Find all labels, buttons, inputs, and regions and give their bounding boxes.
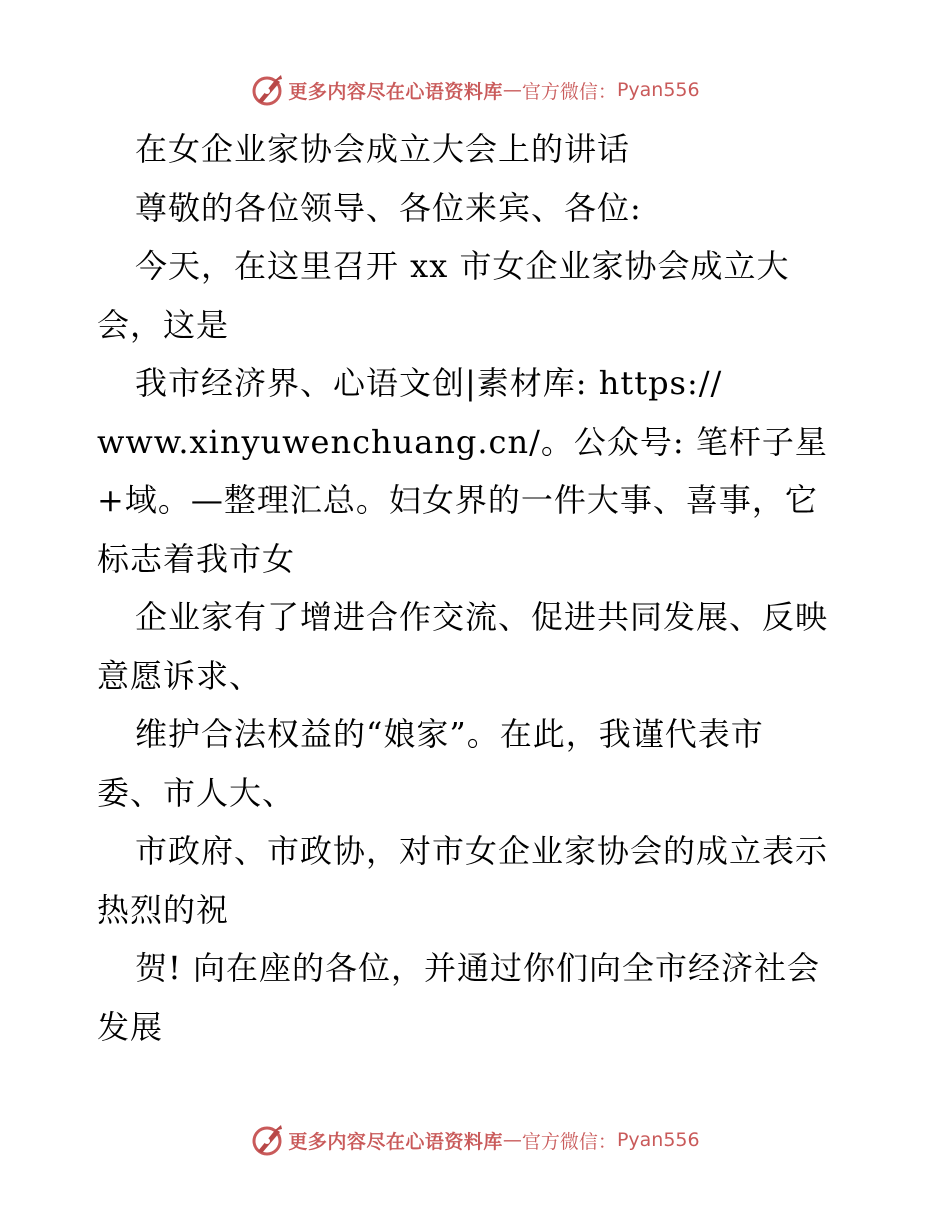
document-line: 市政府、市政协，对市女企业家协会的成立表示 [135, 832, 829, 870]
document-line: 今天，在这里召开 xx 市女企业家协会成立大 [135, 247, 790, 285]
footer-separator: — [502, 1129, 522, 1151]
banner-wechat-label: 官方微信： [521, 80, 617, 103]
document-line: 维护合法权益的“娘家”。在此，我谨代表市 [135, 715, 764, 753]
footer-banner [0, 1120, 950, 1160]
document-line: 会，这是 [97, 305, 230, 344]
header-banner [0, 70, 950, 110]
banner-brand-text: 更多内容尽在心语资料库 [288, 80, 503, 103]
document-line: 贺! 向在座的各位，并通过你们向全市经济社会 [135, 949, 821, 987]
document-line: 我市经济界、心语文创|素材库: https:// [135, 364, 723, 402]
quill-pen-logo-icon [250, 1123, 284, 1157]
document-line: www.xinyuwenchuang.cn/。公众号: 笔杆子星 [97, 422, 828, 461]
document-line: 发展 [97, 1007, 164, 1046]
document-line: 委、市人大、 [97, 773, 296, 812]
document-line: 意愿诉求、 [97, 656, 263, 695]
banner-separator: — [502, 79, 522, 101]
document-line: 标志着我市女 [97, 539, 296, 578]
footer-brand-text: 更多内容尽在心语资料库 [288, 1130, 503, 1153]
quill-pen-logo-icon [250, 73, 284, 107]
footer-wechat-label: 官方微信： [521, 1130, 617, 1153]
banner-wechat-id: Pyan556 [616, 79, 700, 101]
document-line: +域。—整理汇总。妇女界的一件大事、喜事，它 [97, 481, 818, 519]
footer-wechat-id: Pyan556 [616, 1129, 700, 1151]
document-line: 尊敬的各位领导、各位来宾、各位: [135, 188, 642, 227]
document-body [97, 120, 857, 1056]
document-line: 热烈的祝 [97, 890, 230, 929]
document-line: 在女企业家协会成立大会上的讲话 [135, 130, 631, 168]
document-line: 企业家有了增进合作交流、促进共同发展、反映 [135, 598, 829, 636]
